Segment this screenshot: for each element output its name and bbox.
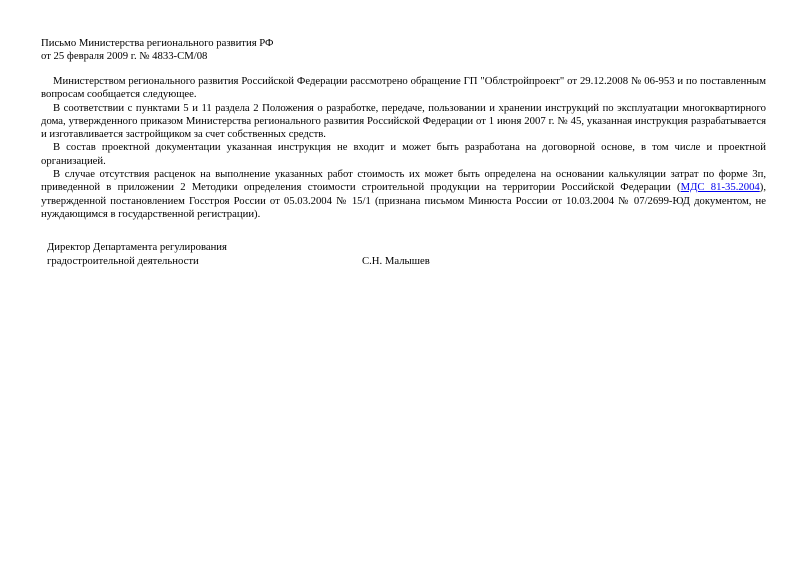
paragraph-4-text-start: В случае отсутствия расценок на выполнение указанных работ стоимость их может быть определена на основании калькуляции затрат по форме 3п, приведенной в приложении 2 Методики определения стоимости строительной продукции на территории Российской Федерации ( (41, 168, 766, 194)
paragraph-1: Министерством регионального развития Российской Федерации рассмотрено обращение ГП "Облстройпроект" от 29.12.2008 № 06-953 и по поставленным вопросам сообщается следующее. (41, 75, 766, 101)
document-body (41, 75, 766, 221)
signature-block (47, 241, 447, 269)
mds-document-link[interactable]: МДС 81-35.2004 (680, 181, 760, 194)
document-title: Письмо Министерства регионального развития РФ (41, 37, 274, 49)
paragraph-4-text-end: ), утвержденной постановлением Госстроя России от 05.03.2004 № 15/1 (признана письмом Минюста России от 10.03.2004 № 07/2699-ЮД документом, не нуждающимся в государственной регистрации). (41, 181, 767, 220)
signature-position-line-2-row (47, 255, 447, 269)
paragraph-4 (41, 168, 766, 221)
signatory-name: С.Н. Малышев (362, 255, 430, 267)
signature-position-line-2: градостроительной деятельности (47, 255, 199, 267)
document-header (41, 37, 441, 64)
paragraph-2: В соответствии с пунктами 5 и 11 раздела 2 Положения о разработке, передаче, пользовании и хранении инструкций по эксплуатации многоквартирного дома, утвержденного приказом Министерства регионального развития Российской Федерации от 1 июня 2007 г. № 45, указанная инструкция разрабатывается и изготавливается застройщиком за счет собственных средств. (41, 101, 766, 141)
signature-position-line-1: Директор Департамента регулирования (47, 241, 227, 253)
paragraph-3: В состав проектной документации указанная инструкция не входит и может быть разработана на договорной основе, в том числе и проектной организацией. (41, 141, 766, 167)
document-date-number: от 25 февраля 2009 г. № 4833-СМ/08 (41, 50, 208, 63)
